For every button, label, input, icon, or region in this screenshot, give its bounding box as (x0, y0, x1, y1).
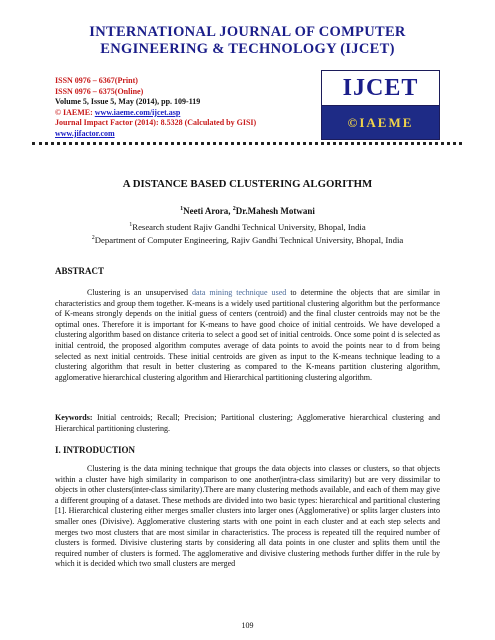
iaeme-prefix: © IAEME: (55, 107, 95, 117)
introduction-heading: I. INTRODUCTION (55, 445, 136, 455)
author2-sup: 2 (232, 206, 236, 212)
author2: Dr.Mahesh Motwani (235, 206, 315, 216)
logo-iaeme-text: ©IAEME (322, 106, 439, 139)
abstract-paragraph: Clustering is an unsupervised data mining technique used to determine the objects that are similar in characteristics and group them together. K-means is a widely used partitional clustering algorithm but the performance of K-means strongly depends on the initial guess of centers (centroid) and the final cluster centroids may not be the optimal ones. Therefore it is important for K-means to have good choice of initial centroids. We have developed a clustering algorithm based on distance criteria to select a good set of initial centroids. Once some point d is selected as initial centroid, the proposed algorithm computes average of data points to avoid the points near to d from being selected as next initial centroids. These initial centroids are given as input to the K-means technique leading to a clustering algorithm that result in better clustering as compared to the K-means partition clustering algorithm, agglomerative hierarchical clustering algorithm and Hierarchical partitioning clustering algorithm. (55, 288, 440, 382)
author1: Neeti Arora, (183, 206, 233, 216)
journal-meta (55, 76, 305, 140)
journal-title: INTERNATIONAL JOURNAL OF COMPUTER ENGINEERING & TECHNOLOGY (IJCET) (89, 24, 406, 57)
paper-title: A DISTANCE BASED CLUSTERING ALGORITHM (122, 178, 373, 190)
issn-print: ISSN 0976 – 6367(Print) (55, 76, 138, 85)
keywords (55, 413, 440, 434)
impact-factor: Journal Impact Factor (2014): 8.5328 (Calculated by GISI) (55, 118, 257, 128)
jifactor-link[interactable]: www.jifactor.com (55, 128, 115, 138)
abstract-highlight: data mining technique used (192, 288, 287, 297)
page-number: 109 (241, 621, 254, 630)
introduction-paragraph: Clustering is the data mining technique that groups the data objects into classes or clusters, so that objects within a cluster have high similarity in comparison to one another(intra-class similarity) but are very dissimilar to objects in other clusters(inter-class similarity).There are many clustering methods available, and each of them may give a different grouping of a dataset. These methods are divided into two basic types: hierarchical and partitional clustering [1]. Hierarchical clustering either merges smaller clusters into larger ones (Agglomerative) or splits larger clusters into smaller ones (Divisive). Agglomerative clustering starts with one point in each cluster and at each step selects and merges two most clusters that are most similar in characteristics. The process is repeated till the required number of clusters is formed. Divisive clustering starts by considering all data points in one cluster and splits them until the required number of clusters is formed. The agglomerative and divisive clustering methods further differ in the rule by which it is decided which two small clusters are merged (55, 464, 440, 569)
authors-line (40, 206, 455, 216)
abstract-heading: ABSTRACT (55, 266, 105, 276)
issn-online: ISSN 0976 – 6375(Online) (55, 86, 144, 96)
keywords-text: Initial centroids; Recall; Precision; Partitional clustering; Agglomerative hierarchical clustering and Hierarchical partitioning clustering. (55, 413, 440, 433)
iaeme-line (55, 108, 305, 119)
ijcet-logo (321, 70, 440, 140)
affiliation-2: $^2$Department of Computer Engineering, Rajiv Gandhi Technical University, Bhopal, India (91, 235, 404, 245)
keywords-label: Keywords: (55, 413, 93, 422)
dotted-divider (32, 142, 462, 149)
affiliation-1: $^1$Research student Rajiv Gandhi Technical University, Bhopal, India (129, 222, 366, 232)
volume-info: Volume 5, Issue 5, May (2014), pp. 109-119 (55, 97, 201, 107)
author1-sup: 1 (180, 206, 184, 212)
iaeme-link[interactable]: www.iaeme.com/ijcet.asp (94, 107, 181, 117)
logo-ijcet-text: IJCET (322, 71, 439, 106)
